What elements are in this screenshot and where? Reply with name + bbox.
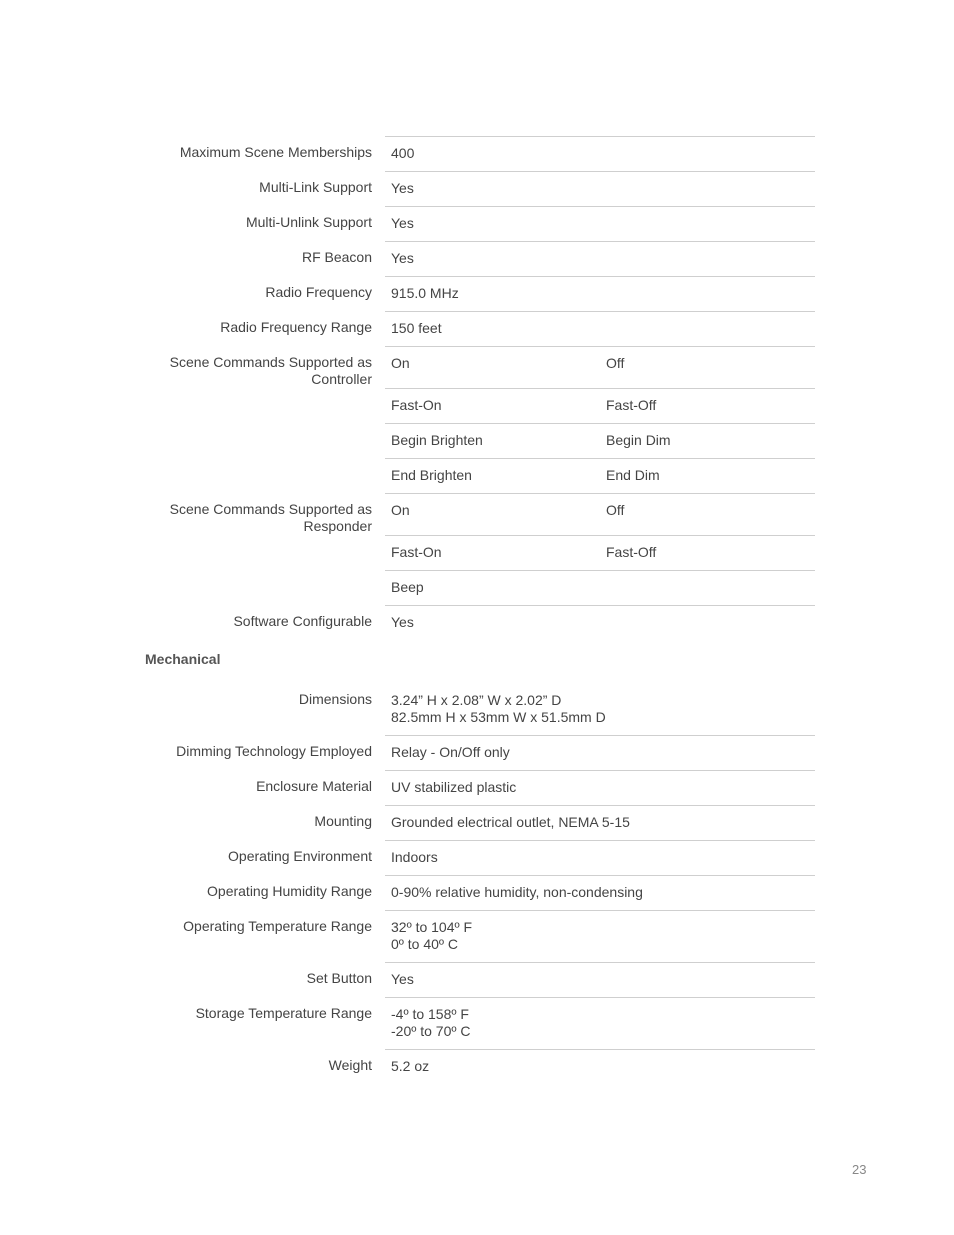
spec-label: RF Beacon <box>301 249 372 265</box>
spec-value: 400 <box>391 145 415 161</box>
spec-row <box>0 962 954 997</box>
spec-value: Yes <box>391 614 414 630</box>
spec-row <box>0 997 954 1049</box>
spec-row <box>0 423 954 458</box>
spec-table-mechanical <box>0 683 954 1084</box>
spec-row <box>0 683 954 735</box>
spec-value: Beep <box>391 579 424 595</box>
spec-value: Yes <box>391 971 414 987</box>
spec-label: Scene Commands Supported as Responder <box>169 501 372 534</box>
spec-label: Operating Environment <box>228 848 372 864</box>
page-number: 23 <box>852 1162 867 1177</box>
spec-row <box>0 346 954 388</box>
spec-value: On <box>391 355 410 371</box>
spec-label: Operating Humidity Range <box>207 883 372 899</box>
spec-row <box>0 1049 954 1084</box>
spec-value: Yes <box>391 180 414 196</box>
spec-label: Weight <box>328 1057 372 1073</box>
spec-value: End Brighten <box>391 467 472 483</box>
spec-row <box>0 206 954 241</box>
spec-sheet <box>0 136 954 1084</box>
spec-value: Begin Brighten <box>391 432 483 448</box>
spec-row <box>0 535 954 570</box>
spec-row <box>0 276 954 311</box>
spec-row <box>0 171 954 206</box>
spec-value: 82.5mm H x 53mm W x 51.5mm D <box>391 709 606 725</box>
spec-row <box>0 388 954 423</box>
spec-value: UV stabilized plastic <box>391 779 517 795</box>
spec-label: Operating Temperature Range <box>183 918 372 934</box>
spec-row <box>0 875 954 910</box>
spec-value: Relay - On/Off only <box>391 744 510 760</box>
spec-row <box>0 805 954 840</box>
spec-value: Grounded electrical outlet, NEMA 5-15 <box>391 814 630 830</box>
spec-value: Begin Dim <box>606 432 671 448</box>
spec-row <box>0 241 954 276</box>
spec-label: Set Button <box>306 970 372 986</box>
spec-label: Multi-Unlink Support <box>245 214 372 230</box>
spec-value: -4º to 158º F <box>391 1006 469 1022</box>
spec-value: Fast-Off <box>606 544 657 560</box>
spec-label: Maximum Scene Memberships <box>179 144 372 160</box>
spec-label: Scene Commands Supported as Controller <box>169 354 372 387</box>
section-heading <box>0 640 954 683</box>
spec-label: Dimming Technology Employed <box>176 743 372 759</box>
spec-value: 150 feet <box>391 320 442 336</box>
spec-value: -20º to 70º C <box>391 1023 471 1039</box>
spec-row <box>0 605 954 640</box>
spec-value: Yes <box>391 215 414 231</box>
spec-value: 915.0 MHz <box>391 285 459 301</box>
spec-value: Fast-Off <box>606 397 657 413</box>
spec-row <box>0 910 954 962</box>
spec-value: 3.24” H x 2.08” W x 2.02” D <box>391 692 562 708</box>
section-title: Mechanical <box>145 651 221 667</box>
spec-value: Yes <box>391 250 414 266</box>
spec-label: Multi-Link Support <box>259 179 372 195</box>
spec-row <box>0 136 954 171</box>
spec-row <box>0 570 954 605</box>
spec-value: Off <box>606 502 625 518</box>
spec-value: Fast-On <box>391 544 442 560</box>
spec-value: Fast-On <box>391 397 442 413</box>
spec-row <box>0 493 954 535</box>
spec-label: Storage Temperature Range <box>195 1005 372 1021</box>
spec-value: 32º to 104º F <box>391 919 473 935</box>
spec-value: 0-90% relative humidity, non-condensing <box>391 884 643 900</box>
spec-row <box>0 735 954 770</box>
spec-value: End Dim <box>606 467 660 483</box>
spec-row <box>0 311 954 346</box>
spec-value: Off <box>606 355 625 371</box>
spec-row <box>0 458 954 493</box>
spec-value: Indoors <box>391 849 438 865</box>
spec-label: Radio Frequency Range <box>220 319 372 335</box>
spec-label: Mounting <box>314 813 372 829</box>
spec-label: Software Configurable <box>233 613 372 629</box>
spec-table-general <box>0 136 954 640</box>
spec-label: Dimensions <box>298 691 372 707</box>
spec-value: 0º to 40º C <box>391 936 459 952</box>
spec-value: 5.2 oz <box>391 1058 430 1074</box>
spec-label: Radio Frequency <box>265 284 372 300</box>
spec-row <box>0 840 954 875</box>
spec-value: On <box>391 502 410 518</box>
spec-label: Enclosure Material <box>256 778 372 794</box>
spec-row <box>0 770 954 805</box>
